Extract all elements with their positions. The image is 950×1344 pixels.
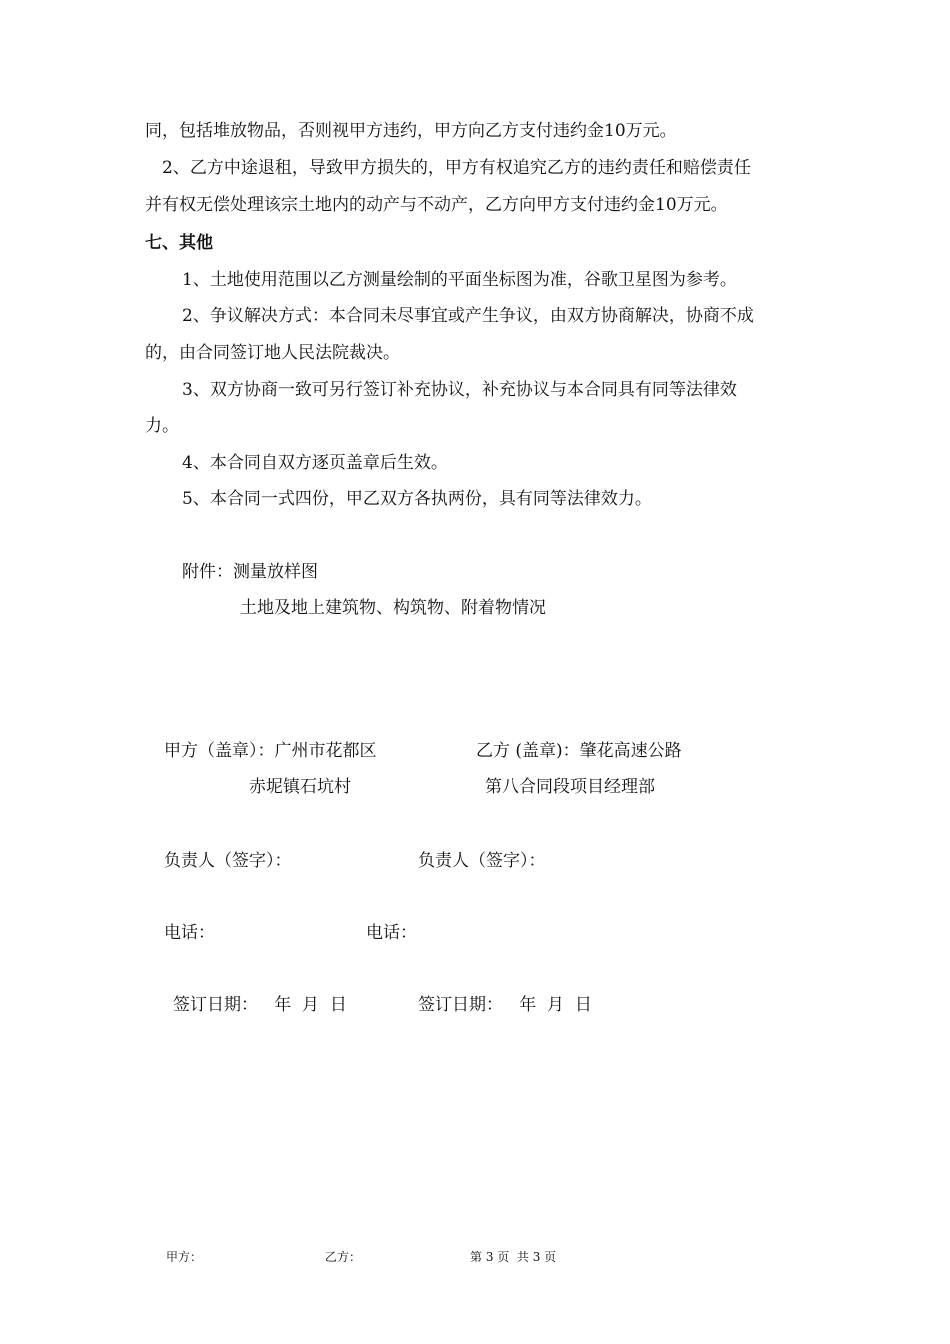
footer-party-b: 乙方： [325, 1250, 362, 1264]
clause-2-line-2: 并有权无偿处理该宗土地内的动产与不动产，乙方向甲方支付违约金10万元。 [145, 195, 728, 215]
party-a-phone: 电话： [164, 923, 215, 943]
item-5: 5、本合同一式四份，甲乙双方各执两份，具有同等法律效力。 [182, 489, 652, 509]
attachment-line-2: 土地及地上建筑物、构筑物、附着物情况 [240, 598, 546, 618]
footer-page-info: 第 3 页 共 3 页 [470, 1250, 557, 1264]
party-a-date: 签订日期： 年 月 日 [173, 995, 347, 1015]
attachment-line-1: 附件：测量放样图 [182, 562, 318, 582]
party-a-signer: 负责人（签字）： [164, 851, 292, 871]
party-b-date: 签订日期： 年 月 日 [418, 995, 592, 1015]
item-3-line-1: 3、双方协商一致可另行签订补充协议，补充协议与本合同具有同等法律效 [182, 380, 737, 400]
item-2-line-2: 的，由合同签订地人民法院裁决。 [145, 343, 400, 363]
party-b-seal-line-2: 第八合同段项目经理部 [485, 777, 655, 797]
item-4: 4、本合同自双方逐页盖章后生效。 [182, 453, 448, 473]
footer-party-a: 甲方： [166, 1250, 203, 1264]
clause-2-line-1: 2、乙方中途退租，导致甲方损失的，甲方有权追究乙方的违约责任和赔偿责任 [162, 158, 751, 178]
party-b-seal: 乙方 (盖章)：肇花高速公路 [476, 741, 682, 761]
item-2-line-1: 2、争议解决方式：本合同未尽事宜或产生争议，由双方协商解决，协商不成 [182, 306, 754, 326]
party-a-seal: 甲方（盖章）：广州市花都区 [164, 741, 377, 761]
party-b-phone: 电话： [366, 923, 417, 943]
item-3-line-2: 力。 [145, 416, 179, 436]
section-heading: 七、其他 [145, 233, 213, 253]
item-1: 1、土地使用范围以乙方测量绘制的平面坐标图为准，谷歌卫星图为参考。 [182, 270, 737, 290]
party-a-seal-line-2: 赤坭镇石坑村 [249, 777, 351, 797]
paragraph-continuation: 同，包括堆放物品，否则视甲方违约，甲方向乙方支付违约金10万元。 [145, 121, 677, 141]
party-b-signer: 负责人（签字）： [418, 851, 546, 871]
